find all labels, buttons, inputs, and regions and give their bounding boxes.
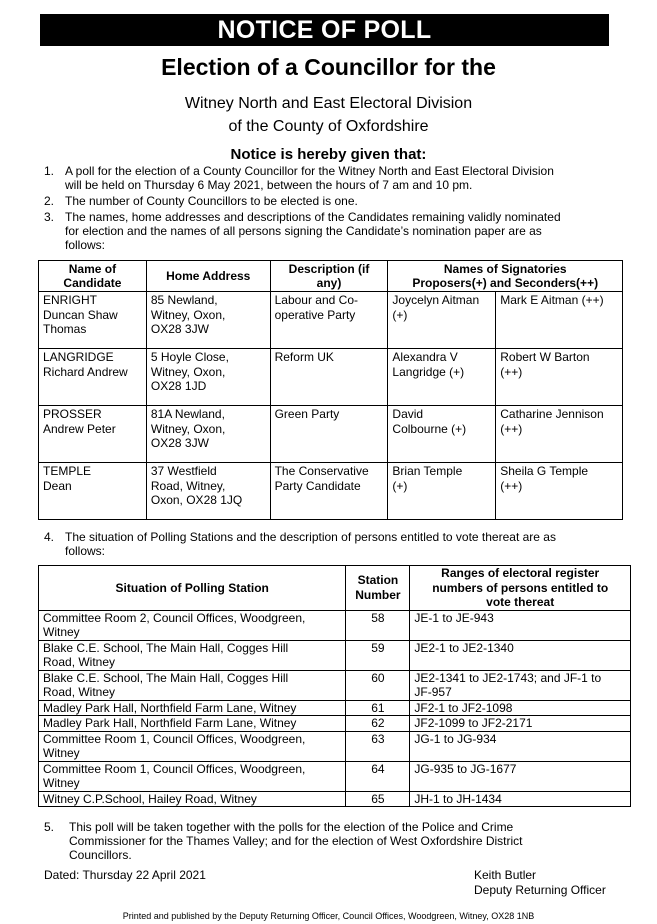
station-ranges: JG-1 to JG-934 [410,731,631,761]
candidate-row [39,349,623,406]
station-situation: Madley Park Hall, Northfield Farm Lane, Witney [39,716,346,732]
header-name-of-candidate: Name of Candidate [39,261,147,292]
candidate-row [39,292,623,349]
division-name: Witney North and East Electoral Division [184,95,473,112]
station-situation: Blake C.E. School, The Main Hall, Cogges Hill Road, Witney [39,670,346,700]
election-title: Election of a Councillor for the [161,54,496,80]
notice-heading: Notice is hereby given that: [230,146,427,163]
candidates-header-row [39,261,623,292]
candidate-address: 5 Hoyle Close, Witney, Oxon, OX28 1JD [146,349,270,406]
polling-station-row [39,731,631,761]
candidate-row [39,463,623,520]
candidate-proposer: Alexandra V Langridge (+) [388,349,496,406]
imprint-footer: Printed and published by the Deputy Returning Officer, Council Offices, Woodgreen, Witney, OX28 1NB [122,911,535,921]
paragraph-line: will be held on Thursday 6 May 2021, between the hours of 7 am and 10 pm. [65,178,473,192]
candidate-name: ENRIGHT Duncan Shaw Thomas [39,292,147,349]
paragraph-number: 1. [44,164,55,178]
station-number: 64 [346,761,410,791]
station-ranges: JG-935 to JG-1677 [410,761,631,791]
station-number: 58 [346,610,410,640]
candidate-proposer: Joycelyn Aitman (+) [388,292,496,349]
station-ranges: JF2-1 to JF2-1098 [410,700,631,716]
polling-stations-table [38,565,631,807]
county-name: of the County of Oxfordshire [228,118,429,135]
candidate-description: Green Party [270,406,388,463]
paragraph-line: for election and the names of all persons signing the Candidate’s nomination paper are as [65,224,542,238]
paragraph-line: This poll will be taken together with the polls for the election of the Police and Crime [69,820,514,834]
station-number: 65 [346,791,410,807]
polling-station-row [39,716,631,732]
candidate-proposer: Brian Temple (+) [388,463,496,520]
candidate-description: The Conservative Party Candidate [270,463,388,520]
candidate-description: Labour and Co- operative Party [270,292,388,349]
polling-station-row [39,670,631,700]
header-description: Description (if any) [270,261,388,292]
station-number: 61 [346,700,410,716]
candidate-row [39,406,623,463]
polling-header-row [39,566,631,611]
station-ranges: JE-1 to JE-943 [410,610,631,640]
header-ranges: Ranges of electoral register numbers of persons entitled to vote thereat [410,566,631,611]
dated-line: Dated: Thursday 22 April 2021 [44,868,206,882]
polling-station-row [39,761,631,791]
header-signatories: Names of Signatories Proposers(+) and Seconders(++) [388,261,623,292]
candidate-seconder: Robert W Barton (++) [496,349,623,406]
paragraph-line: Commissioner for the Thames Valley; and for the election of West Oxfordshire District [69,834,523,848]
candidate-proposer: David Colbourne (+) [388,406,496,463]
paragraph-line: follows: [65,238,106,252]
station-situation: Madley Park Hall, Northfield Farm Lane, Witney [39,700,346,716]
candidate-address: 37 Westfield Road, Witney, Oxon, OX28 1JQ [146,463,270,520]
station-situation: Committee Room 1, Council Offices, Woodgreen, Witney [39,761,346,791]
candidate-seconder: Catharine Jennison (++) [496,406,623,463]
candidate-address: 81A Newland, Witney, Oxon, OX28 3JW [146,406,270,463]
paragraph-line: The names, home addresses and descriptions of the Candidates remaining validly nominated [65,210,561,224]
polling-station-row [39,610,631,640]
paragraph-line: Councillors. [69,848,132,862]
station-number: 59 [346,640,410,670]
paragraph-number: 5. [44,820,55,834]
paragraph-line: The situation of Polling Stations and the description of persons entitled to vote thereat are as [65,530,556,544]
header-home-address: Home Address [146,261,270,292]
paragraph-line: A poll for the election of a County Councillor for the Witney North and East Electoral Division [65,164,554,178]
header-station-number: Station Number [346,566,410,611]
paragraph-number: 4. [44,530,55,544]
candidate-name: TEMPLE Dean [39,463,147,520]
paragraph-line: follows: [65,544,106,558]
station-situation: Committee Room 2, Council Offices, Woodgreen, Witney [39,610,346,640]
header-situation: Situation of Polling Station [39,566,346,611]
station-situation: Blake C.E. School, The Main Hall, Cogges Hill Road, Witney [39,640,346,670]
station-number: 63 [346,731,410,761]
station-situation: Committee Room 1, Council Offices, Woodgreen, Witney [39,731,346,761]
candidate-name: LANGRIDGE Richard Andrew [39,349,147,406]
candidate-address: 85 Newland, Witney, Oxon, OX28 3JW [146,292,270,349]
station-number: 60 [346,670,410,700]
paragraph-number: 3. [44,210,55,224]
notice-of-poll-banner: NOTICE OF POLL [40,14,609,46]
station-ranges: JE2-1 to JE2-1340 [410,640,631,670]
signatory-name: Keith Butler [474,868,537,882]
polling-station-row [39,791,631,807]
station-ranges: JH-1 to JH-1434 [410,791,631,807]
station-number: 62 [346,716,410,732]
polling-station-row [39,640,631,670]
candidate-name: PROSSER Andrew Peter [39,406,147,463]
candidate-description: Reform UK [270,349,388,406]
paragraph-line: The number of County Councillors to be elected is one. [65,194,358,208]
signatory-title: Deputy Returning Officer [474,883,606,897]
paragraph-number: 2. [44,194,55,208]
candidate-seconder: Mark E Aitman (++) [496,292,623,349]
candidate-seconder: Sheila G Temple (++) [496,463,623,520]
candidates-table [38,260,623,520]
polling-station-row [39,700,631,716]
station-ranges: JE2-1341 to JE2-1743; and JF-1 to JF-957 [410,670,631,700]
station-situation: Witney C.P.School, Hailey Road, Witney [39,791,346,807]
station-ranges: JF2-1099 to JF2-2171 [410,716,631,732]
